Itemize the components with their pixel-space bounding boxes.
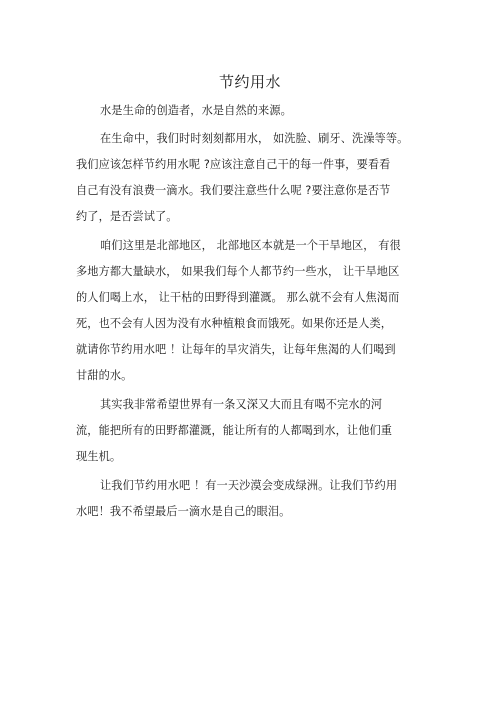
paragraph-line: 水是生命的创造者，水是自然的来源。 — [100, 104, 292, 117]
paragraph-line: 水吧！我不希望最后一滴水是自己的眼泪。 — [76, 505, 291, 518]
paragraph-line: 我们应该怎样节约用水呢 ?应该注意自己干的每一件事，要看看 — [76, 158, 391, 171]
paragraph-line: 甘甜的水。 — [76, 369, 133, 382]
paragraph-line: 流，能把所有的田野都灌溉，能让所有的人都喝到水，让他们重 — [76, 424, 393, 437]
paragraph-line: 就请你节约用水吧 ！让每年的旱灾消失，让每年焦渴的人们喝到 — [76, 343, 396, 356]
paragraph-line: 咱们这里是北部地区， 北部地区本就是一个干旱地区， 有很 — [100, 239, 401, 252]
paragraph-line: 多地方都大量缺水， 如果我们每个人都节约一些水， 让干旱地区 — [76, 265, 400, 278]
paragraph-line: 在生命中，我们时时刻刻都用水， 如洗脸、刷牙、洗澡等等。 — [100, 132, 409, 145]
paragraph-line: 让我们节约用水吧 ！有一天沙漠会变成绿洲。让我们节约用 — [100, 479, 398, 492]
paragraph-line: 的人们喝上水， 让干枯的田野得到灌溉。 那么就不会有人焦渴而 — [76, 291, 400, 304]
paragraph-line: 死，也不会有人因为没有水种植粮食而饿死。如果你还是人类， — [76, 317, 393, 330]
paragraph-line: 约了，是否尝试了。 — [76, 210, 178, 223]
paragraph-line: 现生机。 — [76, 450, 122, 463]
page-title: 节约用水 — [218, 73, 281, 91]
paragraph-line: 其实我非常希望世界有一条又深又大而且有喝不完水的河 — [100, 398, 383, 411]
paragraph-line: 自己有没有浪费一滴水。我们要注意些什么呢 ?要注意你是否节 — [76, 184, 391, 197]
